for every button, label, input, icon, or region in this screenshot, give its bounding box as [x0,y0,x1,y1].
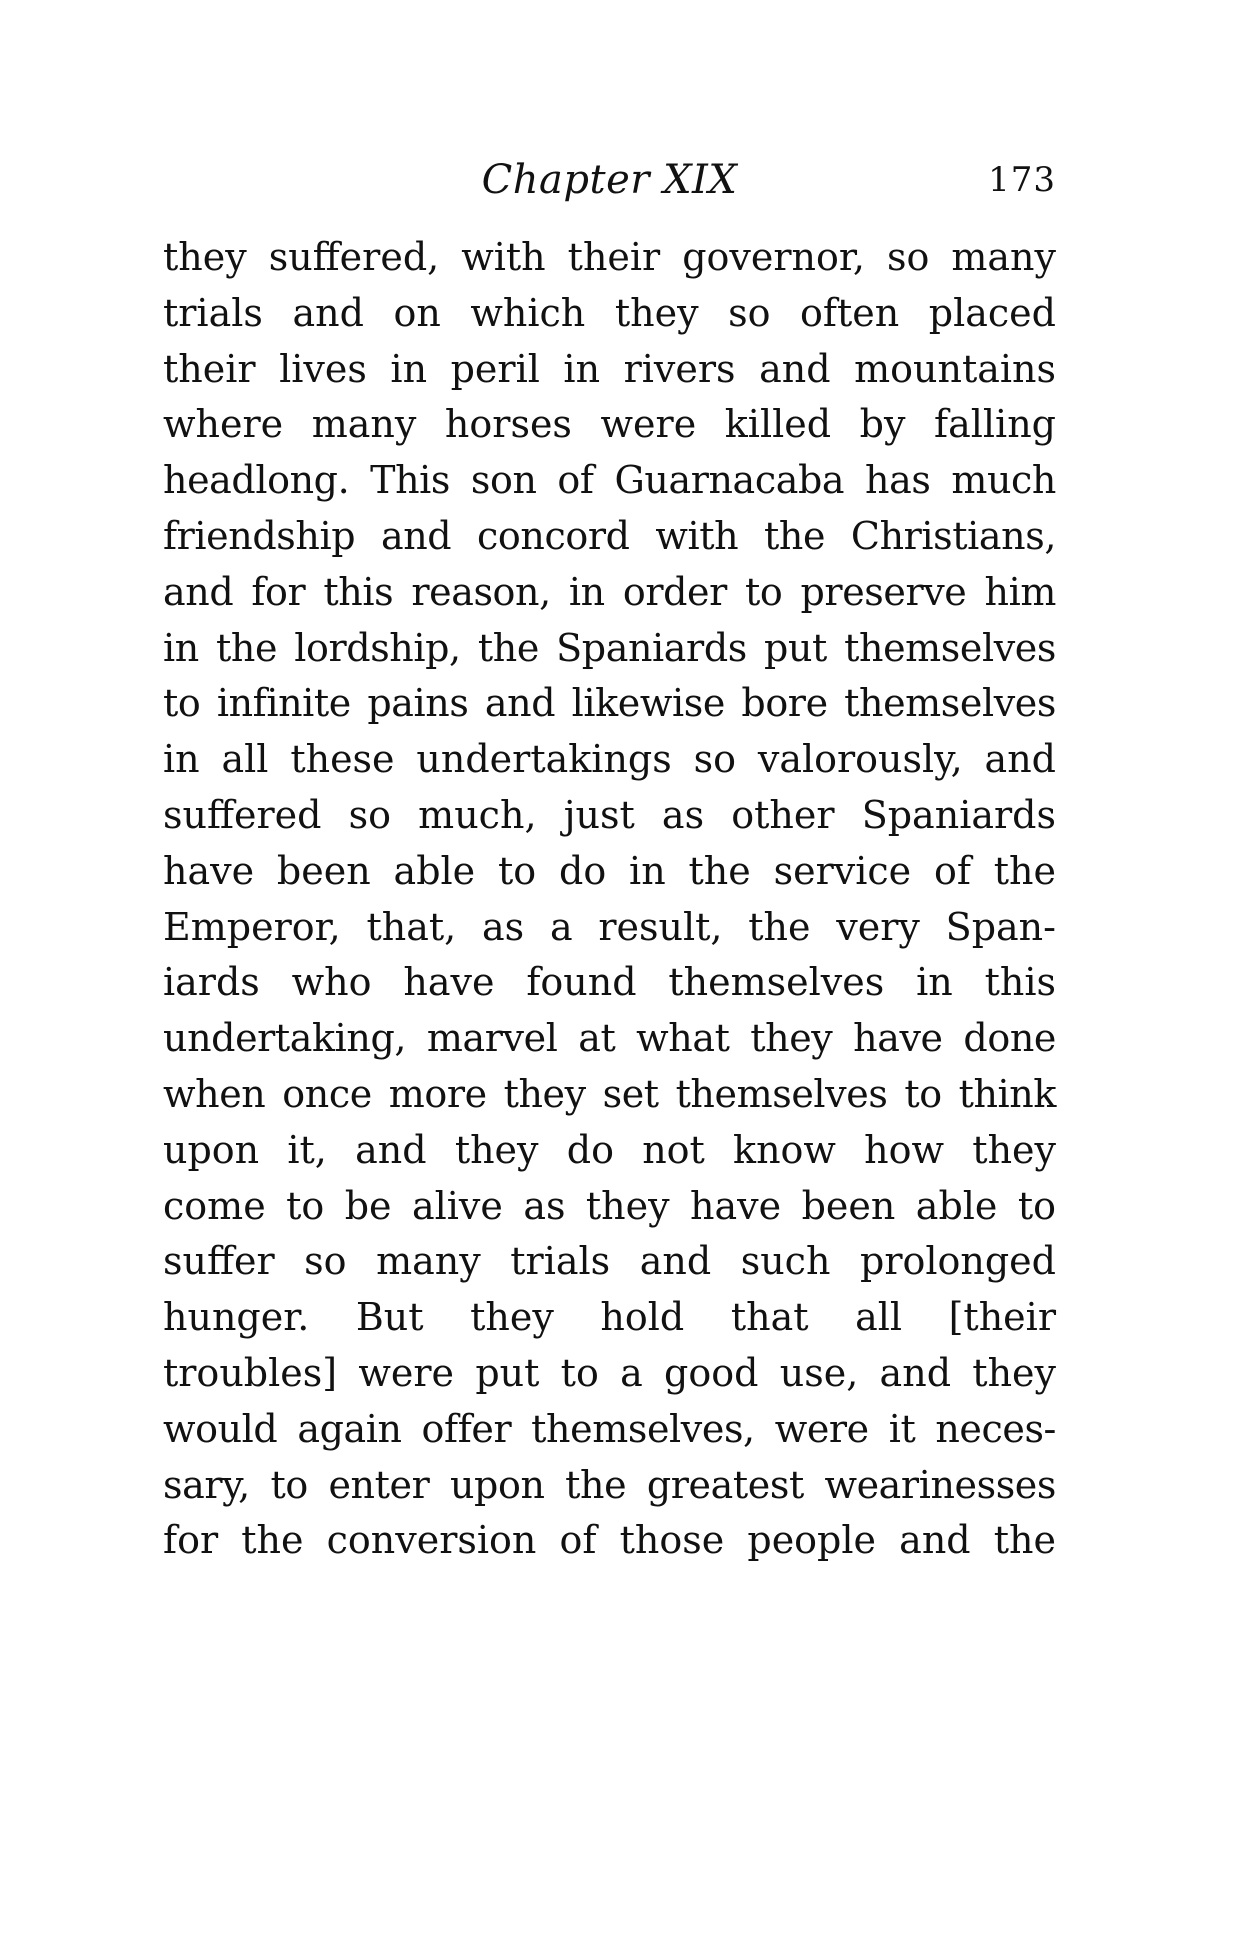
text-line: in the lordship, the Spaniards put themselves [163,625,1056,670]
page-number: 173 [988,160,1056,200]
text-line: friendship and concord with the Christians, [163,513,1056,558]
text-line: upon it, and they do not know how they [163,1127,1056,1172]
text-line: to infinite pains and likewise bore themselves [163,681,1056,726]
text-line: suffered so much, just as other Spaniards [163,792,1056,837]
text-line: sary, to enter upon the greatest wearinesses [163,1462,1056,1507]
text-line: in all these undertakings so valorously, and [163,737,1056,782]
text-line: trials and on which they so often placed [163,290,1056,335]
text-line: hunger. But they hold that all [their [163,1295,1056,1340]
text-line: and for this reason, in order to preserve him [163,569,1056,614]
text-line: iards who have found themselves in this [163,960,1056,1005]
text-line: undertaking, marvel at what they have done [163,1016,1056,1061]
text-line: headlong. This son of Guarnacaba has much [163,458,1056,503]
text-line: suffer so many trials and such prolonged [163,1239,1056,1284]
text-line: for the conversion of those people and the [163,1518,1056,1563]
text-line: would again offer themselves, were it neces- [163,1406,1056,1451]
text-line: where many horses were killed by falling [163,402,1056,447]
text-line: Emperor, that, as a result, the very Span- [163,904,1056,949]
body-text [163,230,1056,1569]
running-head [163,150,1056,210]
chapter-title: Chapter XIX [481,157,738,203]
text-line: their lives in peril in rivers and mountains [163,346,1056,391]
text-line: troubles] were put to a good use, and they [163,1350,1056,1395]
text-line: they suffered, with their governor, so many [163,235,1056,279]
text-line: come to be alive as they have been able to [163,1183,1056,1228]
text-line: when once more they set themselves to think [163,1071,1056,1116]
text-line: have been able to do in the service of the [163,848,1056,893]
